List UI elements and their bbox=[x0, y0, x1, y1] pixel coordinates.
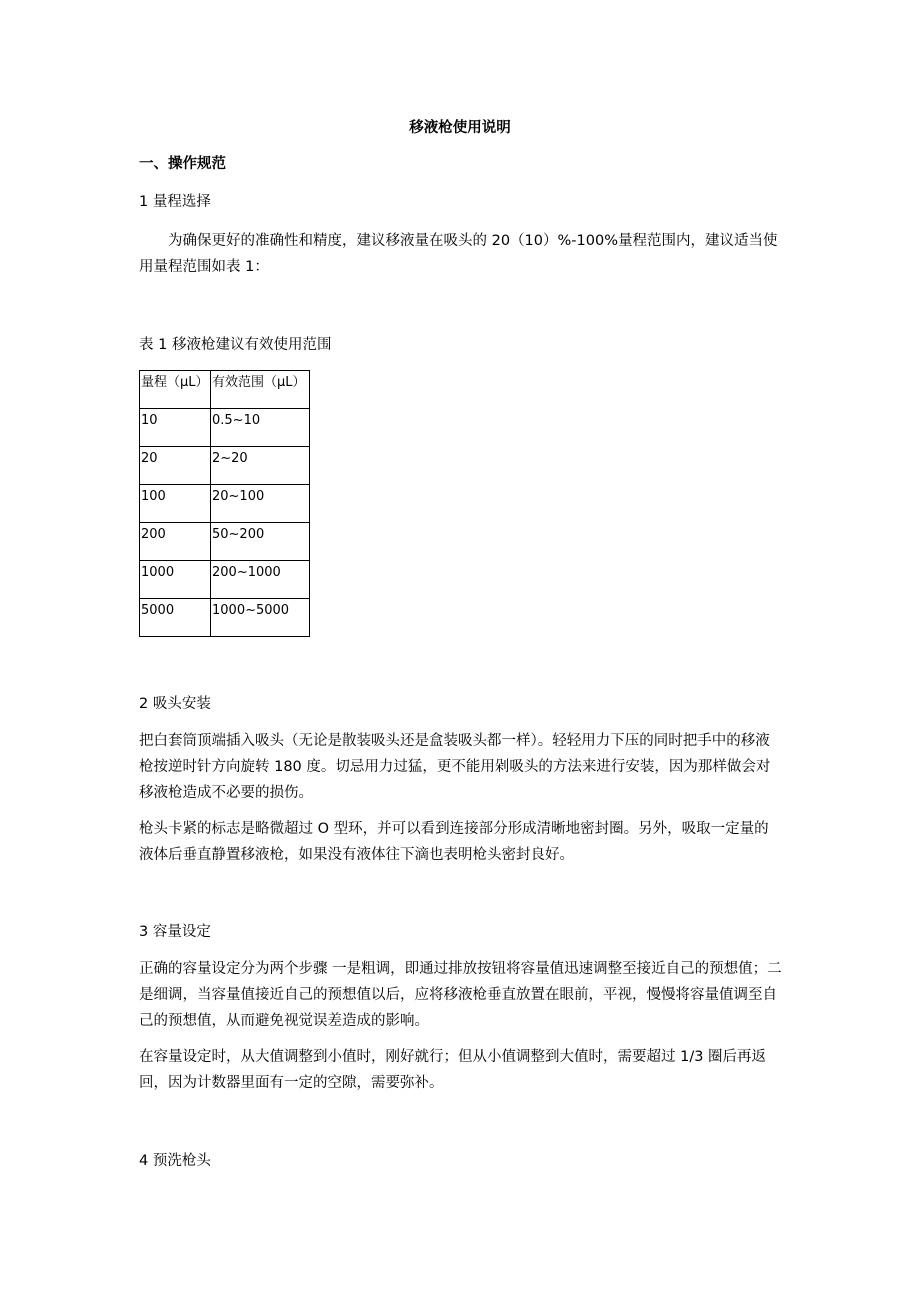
table-cell: 1000~5000 bbox=[211, 599, 310, 637]
table-header-cell: 量程（μL） bbox=[140, 371, 211, 409]
paragraph-volume-adjust: 在容量设定时，从大值调整到小值时，刚好就行；但从小值调整到大值时，需要超过 1/3 圈后再返回，因为计数器里面有一定的空隙，需要弥补。 bbox=[139, 1049, 767, 1091]
table-cell: 20~100 bbox=[211, 485, 310, 523]
table-row bbox=[140, 523, 310, 561]
table-row bbox=[140, 485, 310, 523]
table-row bbox=[140, 561, 310, 599]
paragraph-range-selection: 为确保更好的准确性和精度，建议移液量在吸头的 20（10）%-100%量程范围内，建议适当使用量程范围如表 1： bbox=[139, 233, 778, 275]
table-row bbox=[140, 409, 310, 447]
table-cell: 0.5~10 bbox=[211, 409, 310, 447]
paragraph-tip-install: 把白套筒顶端插入吸头（无论是散装吸头还是盒装吸头都一样）。轻轻用力下压的同时把手中的移液枪按逆时针方向旋转 180 度。切忌用力过猛，更不能用剁吸头的方法来进行安装，因为那样做会对移液枪造成不必要的损伤。 bbox=[139, 733, 771, 801]
table-cell: 1000 bbox=[140, 561, 211, 599]
paragraph-tip-seal: 枪头卡紧的标志是略微超过 O 型环，并可以看到连接部分形成清晰地密封圈。另外，吸取一定量的液体后垂直静置移液枪，如果没有液体往下滴也表明枪头密封良好。 bbox=[139, 821, 769, 863]
table-header-row bbox=[140, 371, 310, 409]
subsection-heading-prewash: 4 预洗枪头 bbox=[139, 1153, 211, 1169]
table-header-cell: 有效范围（μL） bbox=[211, 371, 310, 409]
table-cell: 2~20 bbox=[211, 447, 310, 485]
paragraph-volume-setting: 正确的容量设定分为两个步骤 一是粗调，即通过排放按钮将容量值迅速调整至接近自己的预想值；二是细调，当容量值接近自己的预想值以后，应将移液枪垂直放置在眼前，平视，慢慢将容量值调至自己的预想值，从而避免视觉误差造成的影响。 bbox=[139, 961, 782, 1029]
document-title: 移液枪使用说明 bbox=[409, 120, 511, 136]
table-cell: 10 bbox=[140, 409, 211, 447]
section-heading-operation: 一、操作规范 bbox=[139, 156, 226, 172]
subsection-heading-tip-install: 2 吸头安装 bbox=[139, 696, 211, 712]
table-cell: 5000 bbox=[140, 599, 211, 637]
subsection-heading-range: 1 量程选择 bbox=[139, 194, 211, 210]
table-cell: 200 bbox=[140, 523, 211, 561]
table-cell: 100 bbox=[140, 485, 211, 523]
table-cell: 50~200 bbox=[211, 523, 310, 561]
table-row bbox=[140, 447, 310, 485]
table-cell: 20 bbox=[140, 447, 211, 485]
table-caption: 表 1 移液枪建议有效使用范围 bbox=[139, 337, 332, 353]
subsection-heading-volume: 3 容量设定 bbox=[139, 924, 211, 940]
table-cell: 200~1000 bbox=[211, 561, 310, 599]
range-table bbox=[139, 370, 310, 637]
table-row bbox=[140, 599, 310, 637]
